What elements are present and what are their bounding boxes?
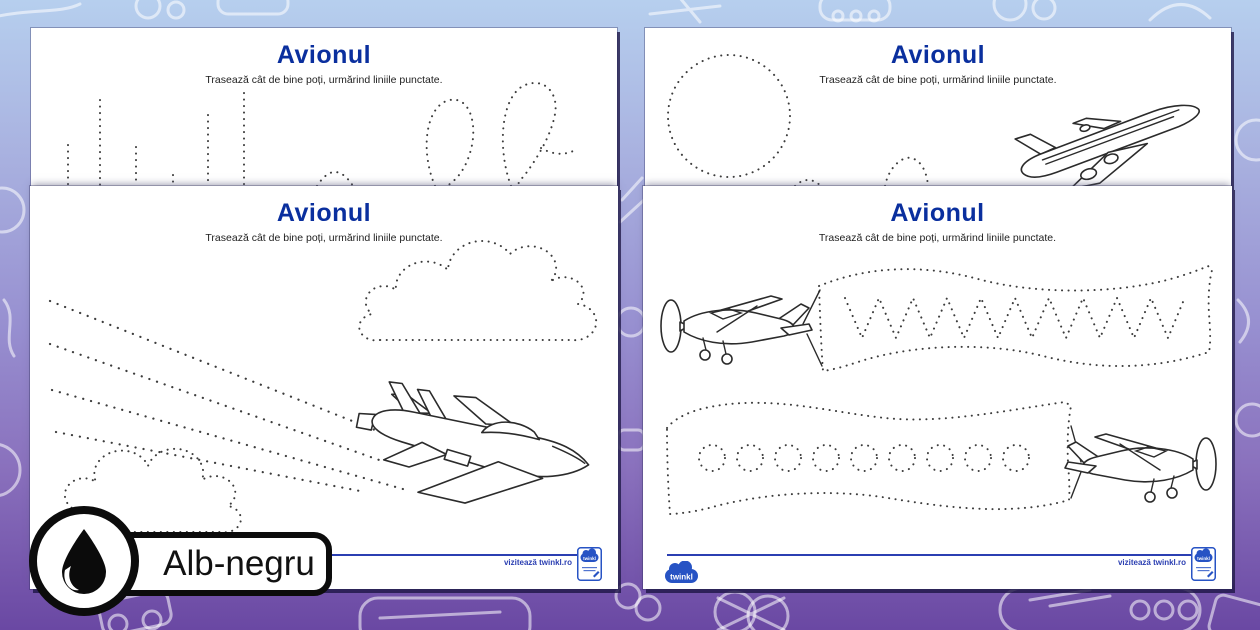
trace-contrail <box>52 390 410 491</box>
worksheet-title: Avionul <box>890 199 985 227</box>
doodle-wheel <box>0 188 24 232</box>
doodle-wave <box>0 4 80 18</box>
doodle-wave <box>1238 300 1249 342</box>
trace-circle <box>1003 445 1029 471</box>
trace-banner-outline <box>819 266 1212 371</box>
worksheet-title: Avionul <box>276 41 372 69</box>
doodle-wheel <box>1033 0 1055 19</box>
trace-circle <box>927 445 953 471</box>
doodle-plane <box>650 0 720 22</box>
doodle-window <box>1179 601 1197 619</box>
worksheet-page-top-left <box>31 28 617 186</box>
doodle-plane-body <box>1000 588 1200 630</box>
doodle-wheel <box>994 0 1026 20</box>
twinkl-wordmark: twinkl <box>583 556 596 561</box>
trace-circle <box>775 445 801 471</box>
doodle-wheel <box>636 596 660 620</box>
doodle-wheel <box>1236 120 1260 160</box>
doodle-lines <box>620 178 644 222</box>
trace-contrail <box>56 432 360 491</box>
trace-contrail <box>50 344 382 461</box>
doodle-lines <box>1030 590 1110 606</box>
worksheet-page-bottom-right <box>643 186 1232 589</box>
footer-rule <box>667 554 1216 556</box>
footer-link: vizitează twinkl.ro <box>1117 558 1186 567</box>
badge-label: Alb-negru <box>163 544 315 583</box>
worksheet-instruction: Trasează cât de bine poți, urmărind liniile punctate. <box>205 232 443 244</box>
doodle-window <box>833 11 843 21</box>
trace-zigzag <box>845 298 1183 338</box>
trace-circle <box>965 445 991 471</box>
prop-plane-left-illustration <box>661 296 812 364</box>
trace-contrail <box>50 301 390 436</box>
badge-icon-circle <box>29 506 139 616</box>
prop-plane-right-illustration <box>1065 434 1216 502</box>
doodle-wheel <box>0 444 20 496</box>
twinkl-logo-icon <box>1191 547 1216 581</box>
doodle-wave <box>4 300 14 356</box>
trace-tail <box>541 148 577 154</box>
doodle-window <box>851 11 861 21</box>
trace-balloon <box>427 100 474 186</box>
worksheet-title: Avionul <box>890 41 986 69</box>
doodle-line <box>380 612 500 618</box>
twinkl-wordmark: twinkl <box>670 572 693 582</box>
doodle-wheel <box>168 2 184 18</box>
trace-arch <box>885 158 928 186</box>
twinkl-logo-icon <box>577 547 602 581</box>
trace-circle <box>699 445 725 471</box>
worksheet-page-top-right <box>645 28 1231 186</box>
worksheet-instruction: Trasează cât de bine poți, urmărind liniile punctate. <box>205 74 443 86</box>
worksheet-instruction: Trasează cât de bine poți, urmărind liniile punctate. <box>819 74 1057 86</box>
trace-circle <box>889 445 915 471</box>
doodle-wheel <box>1236 404 1260 436</box>
footer-link: vizitează twinkl.ro <box>503 558 572 567</box>
trace-circle <box>851 445 877 471</box>
doodle-window <box>1155 601 1173 619</box>
doodle-window <box>869 11 879 21</box>
worksheet-title: Avionul <box>276 199 372 227</box>
doodle-wheel <box>617 308 645 336</box>
airliner-illustration <box>1012 85 1211 186</box>
trace-art-banner-planes <box>643 186 1232 589</box>
trace-banner-outline <box>667 402 1071 514</box>
fighter-jet-illustration <box>349 379 596 518</box>
trace-arch <box>317 172 353 186</box>
doodle-wheel <box>109 615 127 630</box>
doodle-hill <box>1150 4 1210 20</box>
doodle-wheel <box>136 0 160 18</box>
doodle-window <box>1131 601 1149 619</box>
trace-circle <box>813 445 839 471</box>
ink-drop-icon <box>54 526 114 596</box>
worksheet-instruction: Trasează cât de bine poți, urmărind liniile punctate. <box>818 232 1057 244</box>
doodle-box <box>618 430 644 450</box>
doodle-car <box>218 0 288 14</box>
trace-cloud <box>359 241 596 340</box>
twinkl-wordmark: twinkl <box>1197 556 1210 561</box>
doodle-box <box>1207 593 1260 630</box>
trace-balloon <box>503 83 556 186</box>
trace-circle <box>737 445 763 471</box>
twinkl-cloud-logo <box>663 561 701 587</box>
